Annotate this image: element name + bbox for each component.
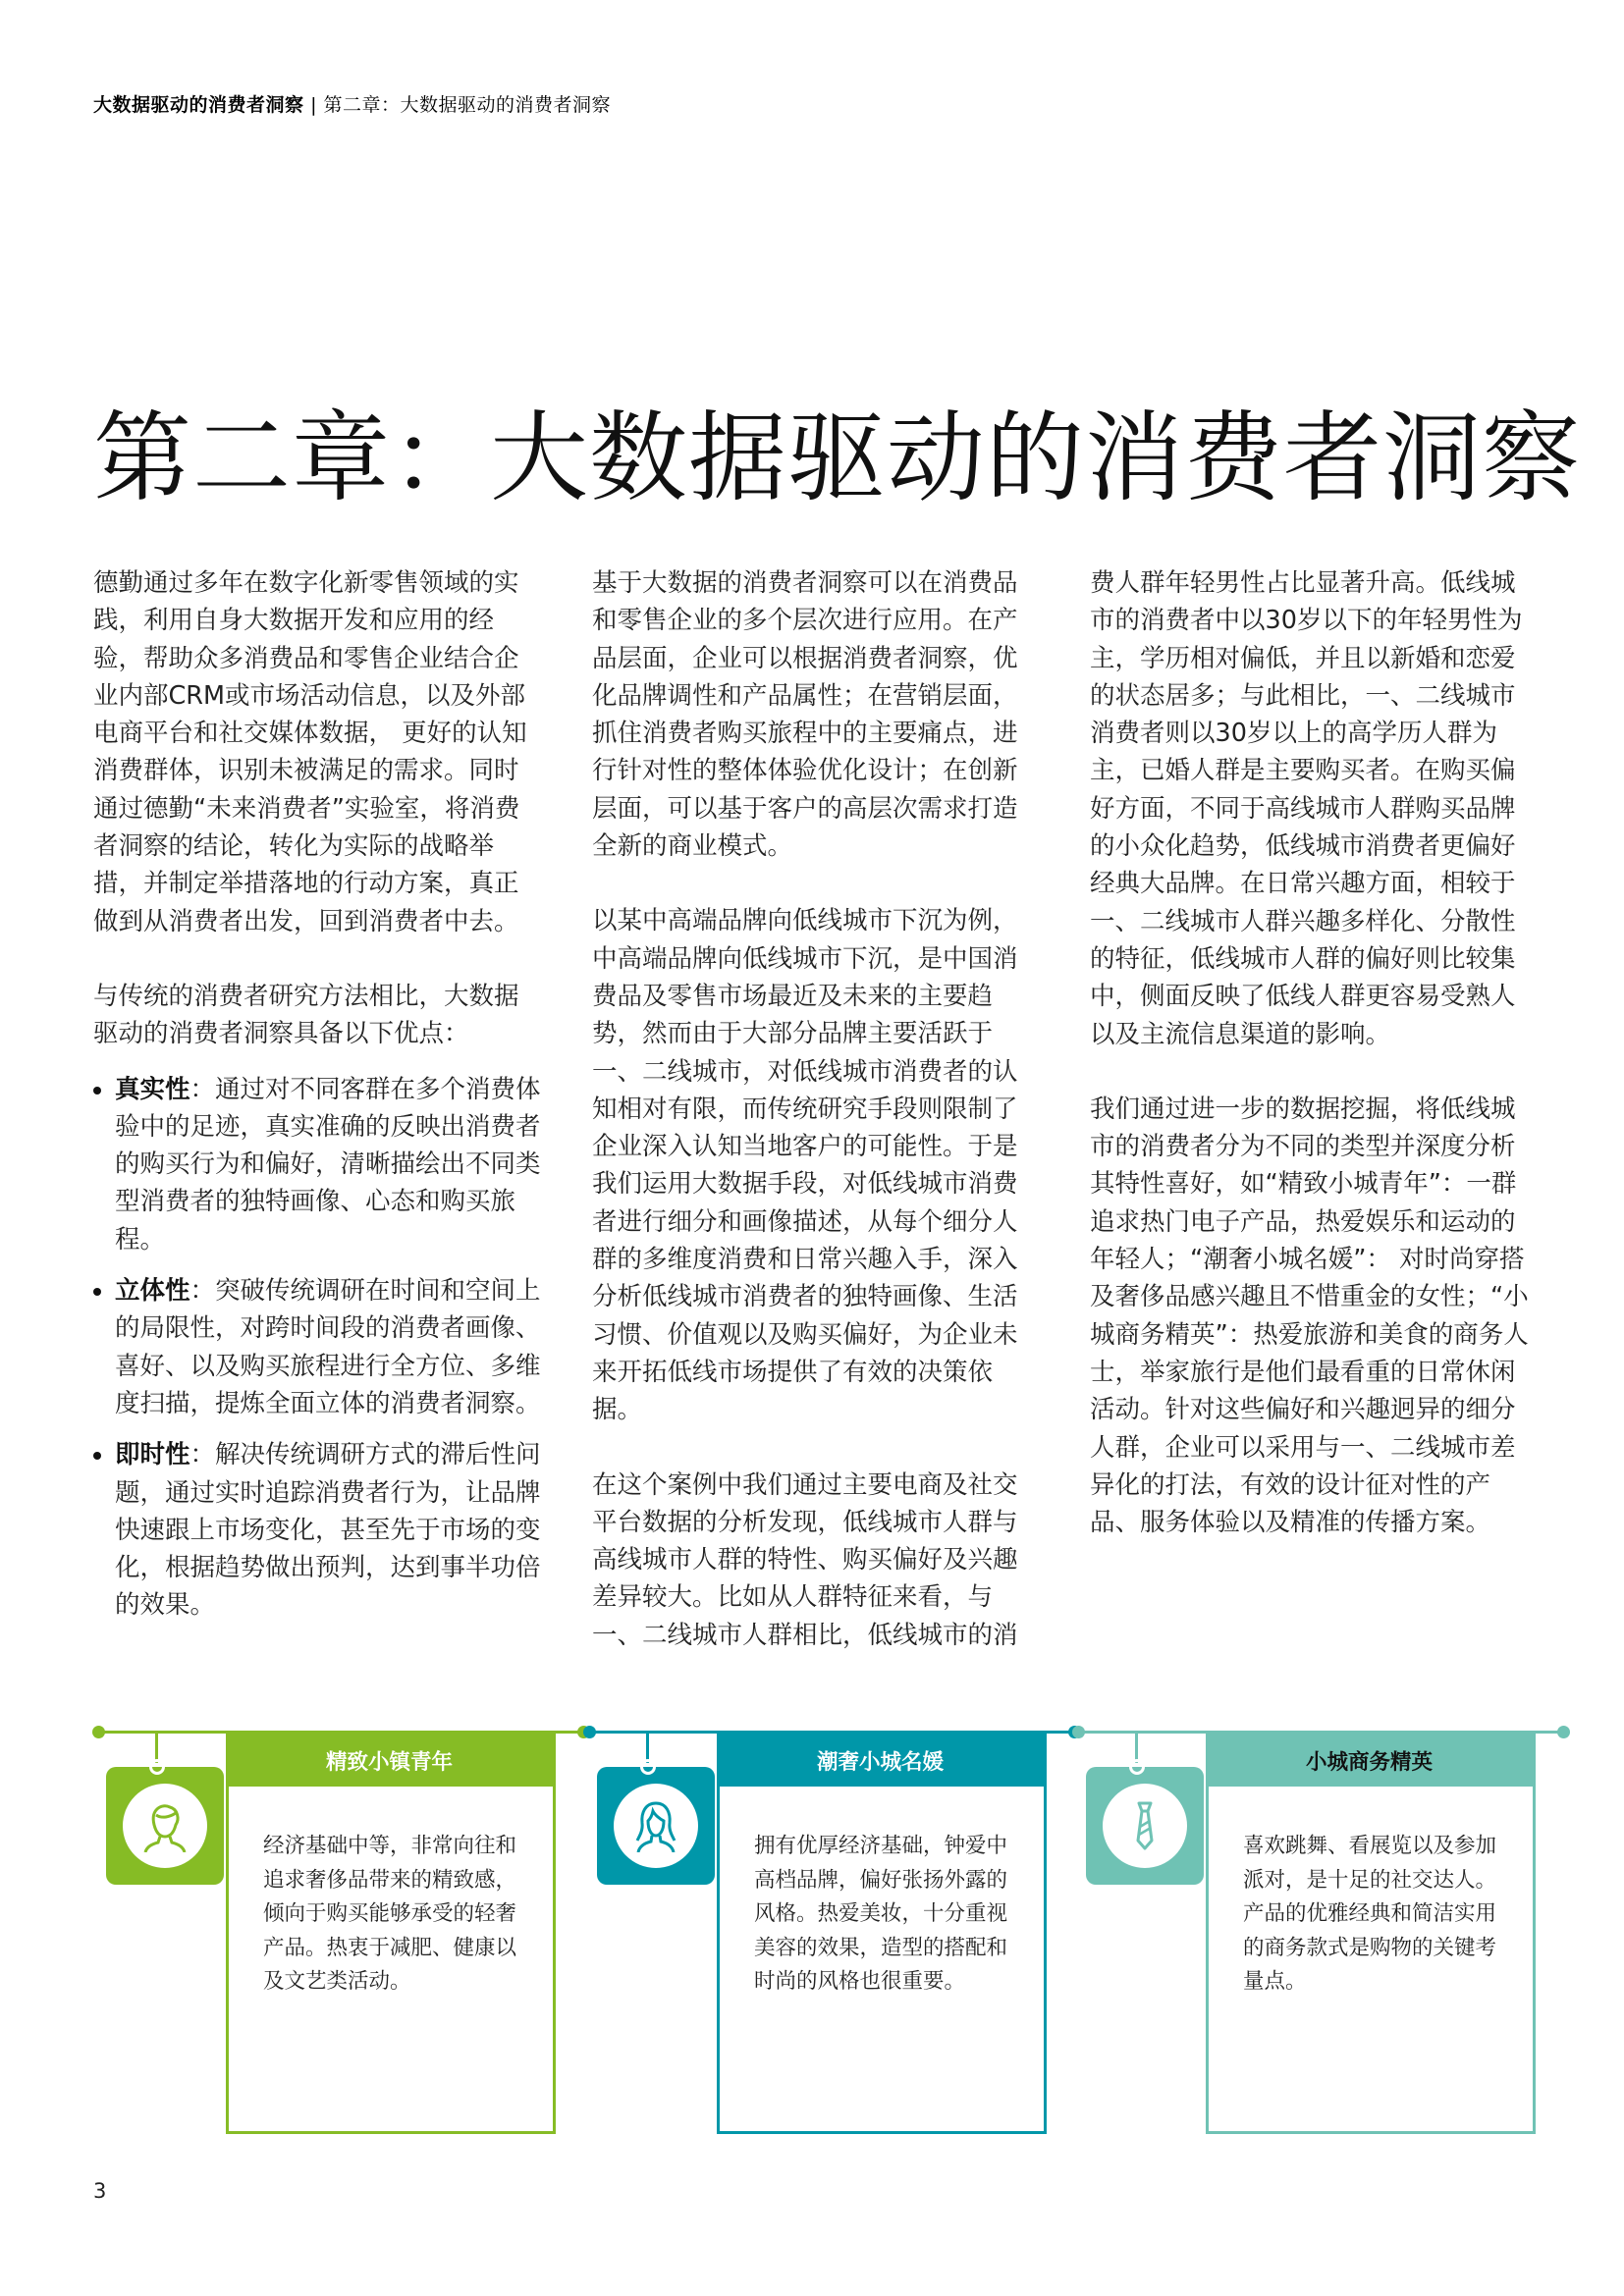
persona-badge xyxy=(597,1767,715,1885)
advantage-text: ：突破传统调研在时间和空间上的局限性，对跨时间段的消费者画像、喜好、以及购买旅程进行全方位、多维度扫描，提炼全面立体的消费者洞察。 xyxy=(115,1276,541,1418)
segments-paragraph: 我们通过进一步的数据挖掘，将低线城市的消费者分为不同的类型并深度分析其特性喜好，如“精致小城青年”：一群追求热门电子产品，热爱娱乐和运动的年轻人；“潮奢小城名媛”： 对时尚穿搭及奢侈品感兴趣且不惜重金的女性；“小城商务精英”：热爱旅游和美食的商务人士，举家旅行是他们最看重的日常休闲活动。针对这些偏好和兴趣迥异的细分人群，企业可以采用与一、二线城市差异化的打法，有效的设计征对性的产品、服务体验以及精准的传播方案。 xyxy=(1090,1094,1529,1538)
text-column-3 xyxy=(1090,564,1537,1578)
list-item xyxy=(93,1071,543,1258)
advantages-list xyxy=(93,1071,543,1625)
running-head-section: 大数据驱动的消费者洞察 xyxy=(93,94,304,116)
badge-circle xyxy=(614,1784,698,1868)
page-number: 3 xyxy=(93,2179,107,2203)
running-head-chapter: 第二章：大数据驱动的消费者洞察 xyxy=(323,94,612,116)
hook-ring xyxy=(1129,1759,1145,1775)
rail-dot xyxy=(1072,1726,1085,1738)
rail-dot xyxy=(1557,1726,1570,1738)
persona-description: 喜欢跳舞、看展览以及参加派对，是十足的社交达人。产品的优雅经典和简洁实用的商务款式是购物的关键考量点。 xyxy=(1243,1834,1497,1994)
bullet-icon xyxy=(93,1087,101,1095)
advantage-term: 立体性 xyxy=(115,1276,190,1307)
hook-ring xyxy=(640,1759,656,1775)
text-column-2 xyxy=(592,564,1039,1691)
badge-circle xyxy=(1103,1784,1187,1868)
running-head-separator: | xyxy=(310,94,317,116)
chapter-title: 第二章：大数据驱动的消费者洞察 xyxy=(93,400,1581,515)
running-head xyxy=(93,90,611,117)
necktie-icon xyxy=(1120,1799,1169,1852)
application-paragraph: 基于大数据的消费者洞察可以在消费品和零售企业的多个层次进行应用。在产品层面，企业可以根据消费者洞察，优化品牌调性和产品属性；在营销层面，抓住消费者购买旅程中的主要痛点，进行针对性的整体体验优化设计；在创新层面，可以基于客户的高层次需求打造全新的商业模式。 xyxy=(592,568,1018,862)
persona-title: 潮奢小城名媛 xyxy=(717,1734,1044,1787)
demographics-paragraph: 费人群年轻男性占比显著升高。低线城市的消费者中以30岁以下的年轻男性为主，学历相对偏低，并且以新婚和恋爱的状态居多；与此相比，一、二线城市消费者则以30岁以上的高学历人群为主，已婚人群是主要购买者。在购买偏好方面，不同于高线城市人群购买品牌的小众化趋势，低线城市消费者更偏好经典大品牌。在日常兴趣方面，相较于一、二线城市人群兴趣多样化、分散性的特征，低线城市人群的偏好则比较集中，侧面反映了低线人群更容易受熟人以及主流信息渠道的影响。 xyxy=(1090,568,1523,1049)
bullet-icon xyxy=(93,1288,101,1296)
persona-card-luxury-lady xyxy=(589,1708,1075,2140)
list-item xyxy=(93,1436,543,1624)
persona-badge xyxy=(106,1767,224,1885)
persona-card-young-townsman xyxy=(98,1708,584,2140)
woman-icon xyxy=(631,1799,680,1852)
advantage-text: ：解决传统调研方式的滞后性问题，通过实时追踪消费者行为，让品牌快速跟上市场变化，甚至先于市场的变化，根据趋势做出预判，达到事半功倍的效果。 xyxy=(115,1440,541,1621)
advantages-lead: 与传统的消费者研究方法相比，大数据驱动的消费者洞察具备以下优点： xyxy=(93,981,519,1049)
findings-paragraph: 在这个案例中我们通过主要电商及社交平台数据的分析发现，低线城市人群与高线城市人群的特性、购买偏好及兴趣差异较大。比如从人群特征来看，与一、二线城市人群相比，低线城市的消 xyxy=(592,1469,1018,1650)
intro-paragraph: 德勤通过多年在数字化新零售领域的实践，利用自身大数据开发和应用的经验，帮助众多消费品和零售企业结合企业内部CRM或市场活动信息，以及外部电商平台和社交媒体数据， 更好的认知消费群体，识别未被满足的需求。同时通过德勤“未来消费者”实验室，将消费者洞察的结论，转化为实际的战略举措，并制定举措落地的行动方案，真正做到从消费者出发，回到消费者中去。 xyxy=(93,568,527,936)
persona-card-business-elite xyxy=(1078,1708,1564,2140)
rail-dot xyxy=(92,1726,105,1738)
persona-badge xyxy=(1086,1767,1204,1885)
rail-dot xyxy=(583,1726,596,1738)
advantage-text: ：通过对不同客群在多个消费体验中的足迹，真实准确的反映出消费者的购买行为和偏好，清晰描绘出不同类型消费者的独特画像、心态和购买旅程。 xyxy=(115,1074,541,1255)
persona-description: 拥有优厚经济基础，钟爱中高档品牌，偏好张扬外露的风格。热爱美妆，十分重视美容的效果，造型的搭配和时尚的风格也很重要。 xyxy=(754,1834,1008,1994)
badge-circle xyxy=(123,1784,207,1868)
young-man-icon xyxy=(140,1799,189,1852)
persona-title: 精致小镇青年 xyxy=(226,1734,553,1787)
list-item xyxy=(93,1272,543,1422)
case-paragraph: 以某中高端品牌向低线城市下沉为例，中高端品牌向低线城市下沉，是中国消费品及零售市场最近及未来的主要趋势，然而由于大部分品牌主要活跃于一、二线城市，对低线城市消费者的认知相对有限，而传统研究手段则限制了企业深入认知当地客户的可能性。于是我们运用大数据手段，对低线城市消费者进行细分和画像描述，从每个细分人群的多维度消费和日常兴趣入手，深入分析低线城市消费者的独特画像、生活习惯、价值观以及购买偏好，为企业未来开拓低线市场提供了有效的决策依据。 xyxy=(592,906,1018,1425)
advantage-term: 即时性 xyxy=(115,1440,190,1470)
bullet-icon xyxy=(93,1452,101,1460)
hook-ring xyxy=(149,1759,165,1775)
persona-description: 经济基础中等，非常向往和追求奢侈品带来的精致感，倾向于购买能够承受的轻奢产品。热衷于减肥、健康以及文艺类活动。 xyxy=(263,1834,517,1994)
advantage-term: 真实性 xyxy=(115,1074,190,1104)
persona-title: 小城商务精英 xyxy=(1206,1734,1533,1787)
text-column-1 xyxy=(93,564,543,1638)
